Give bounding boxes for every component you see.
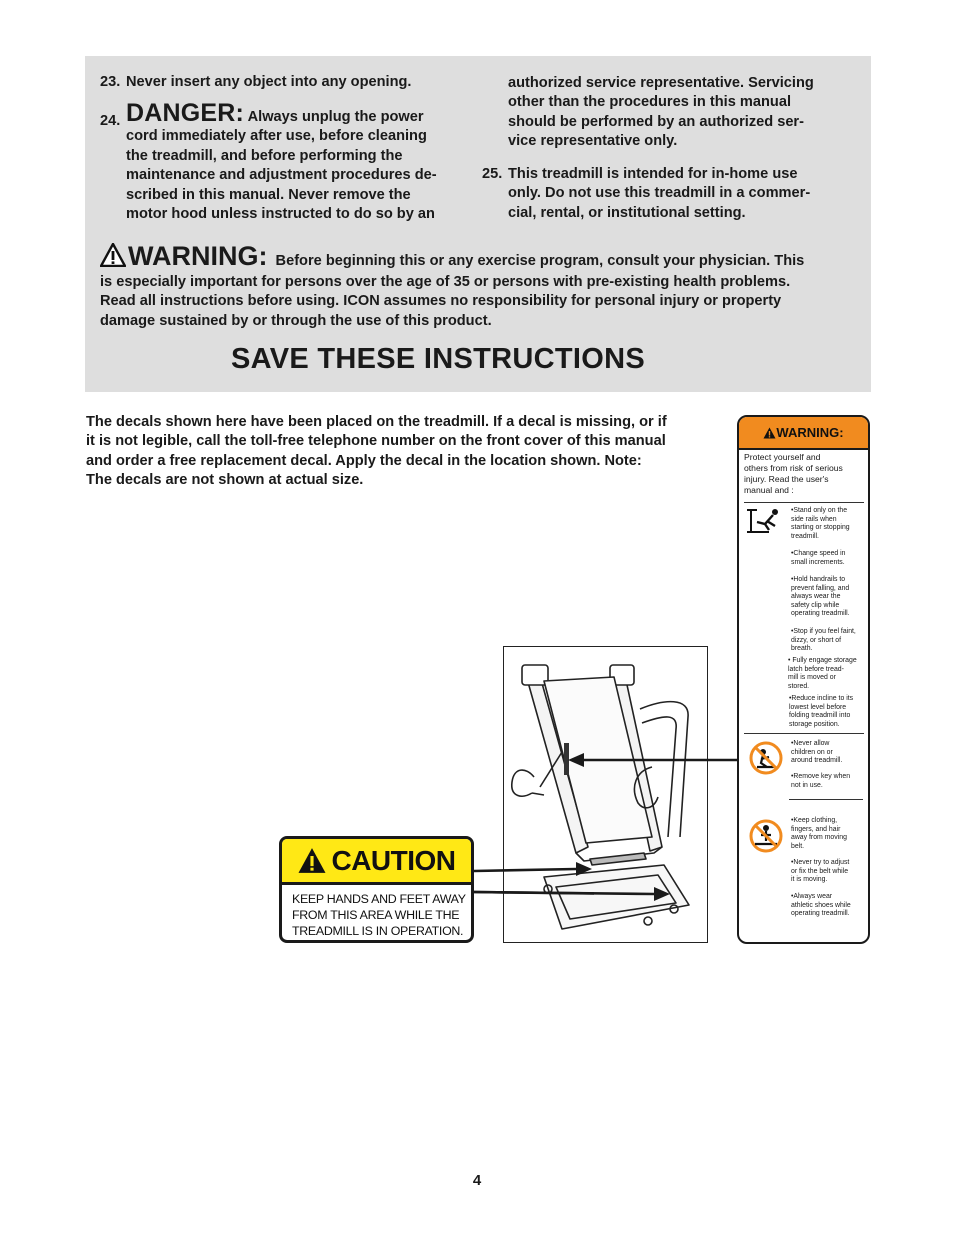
decal-text-line: not in use. [791,781,823,789]
item-text-line: Always unplug the power [247,109,424,125]
decal-text-line: injury. Read the user's [744,474,829,484]
decal-bullet [789,695,869,729]
caution-decal [279,836,474,943]
decal-text-line: athletic shoes while [791,901,851,909]
warning-triangle-icon [763,427,776,439]
decal-text-line: • Fully engage storage [788,657,857,664]
decal-text-line: •Stand only on the [791,507,848,514]
instruction-item-24-continued [482,74,862,152]
decal-bullet [791,859,870,885]
caution-text-line: KEEP HANDS AND FEET AWAY [292,892,466,906]
caution-text-line: FROM THIS AREA WHILE THE [292,908,460,922]
save-instructions-title: SAVE THESE INSTRUCTIONS [230,343,646,375]
item-text-line: the treadmill, and before performing the [126,147,403,164]
decal-text-line: mill is moved or [788,674,836,681]
item-text-line: maintenance and adjustment procedures de- [126,167,437,184]
decal-text-line: storage position. [789,720,840,728]
decal-text-line: children on or [791,748,833,756]
decal-text-line: •Remove key when [791,773,851,780]
item-number: 24. [100,113,121,129]
decal-text-line: away from moving [791,834,847,841]
decal-text-line: manual and : [744,485,794,495]
decal-text-line: belt. [791,842,805,850]
decal-text-line: •Reduce incline to its [789,695,854,702]
instruction-item-25 [482,165,862,223]
no-children-icon [749,741,783,775]
no-entanglement-icon [749,819,783,853]
item-text-line: should be performed by an authorized ser- [508,113,804,130]
item-text-line: only. Do not use this treadmill in a commer- [508,185,811,202]
decal-bullet [791,817,870,851]
decal-text-line: •Never allow [791,740,830,747]
caution-triangle-icon [297,847,327,874]
decal-bullet [791,628,870,654]
warning-decal-title: WARNING: [776,425,844,440]
decal-text-line: operating treadmill. [791,910,850,917]
decal-bullet [791,507,870,541]
decal-text-line: operating treadmill. [791,610,850,617]
caution-decal-header [282,839,471,885]
decal-divider [744,502,864,503]
decal-text-line: •Hold handrails to [791,576,846,583]
caution-title: CAUTION [331,844,456,876]
falling-person-icon [745,506,785,536]
decal-divider [789,799,863,800]
decal-text-line: starting or stopping [791,524,850,531]
item-text-line: vice representative only. [508,133,678,150]
decal-text-line: safety clip while [791,601,840,609]
item-text-line: scribed in this manual. Never remove the [126,186,411,203]
decal-text-line: •Keep clothing, [791,817,838,824]
warning-text-line: Before beginning this or any exercise program, consult your physician. This [275,253,805,269]
caution-body [282,885,471,939]
arrow-to-base [474,884,674,904]
decal-bullet [791,740,870,766]
item-number: 23. [100,74,121,90]
warning-text-line: is especially important for persons over the age of 35 or persons with pre-existing health problems. [100,274,791,291]
decal-text-line: breath. [791,645,813,652]
danger-heading: DANGER: [126,99,245,127]
item-text-line: motor hood unless instructed to do so by an [126,206,435,223]
intro-line: and order a free replacement decal. Apply the decal in the location shown. Note: [86,452,642,469]
decal-text-line: side rails when [791,515,837,523]
decal-text-line: treadmill. [791,532,819,540]
intro-line: The decals are not shown at actual size. [86,472,364,489]
decal-bullet [791,550,870,567]
item-text-line: other than the procedures in this manual [508,94,791,111]
item-text-line: This treadmill is intended for in-home use [508,166,798,182]
decal-bullet [791,576,870,619]
decal-text-line: •Never try to adjust [791,859,850,866]
warning-paragraph [100,243,860,331]
decal-bullet [791,893,870,919]
instruction-item-23 [100,73,480,92]
decal-bullet [788,657,868,691]
warning-heading: WARNING: [128,241,268,271]
caution-text-line: TREADMILL IS IN OPERATION. [292,924,464,938]
decal-text-line: lowest level before [789,703,847,711]
item-number: 25. [482,166,503,182]
warning-triangle-icon [100,243,126,273]
decal-text-line: prevent falling, and [791,584,850,592]
decal-text-line: or fix the belt while [791,867,849,875]
decal-text-line: around treadmill. [791,757,843,764]
item-text: Never insert any object into any opening. [126,74,412,90]
decal-text-line: small increments. [791,558,845,566]
intro-line: it is not legible, call the toll-free telephone number on the front cover of this manual [86,433,666,450]
warning-text-line: Read all instructions before using. ICON assumes no responsibility for personal injury or property [100,293,782,310]
page-number: 4 [472,1172,482,1189]
decal-text-line: latch before tread- [788,665,844,673]
warning-text-line: damage sustained by or through the use of this product. [100,312,492,329]
decal-bullet [791,773,870,790]
warning-decal-intro [744,452,866,496]
decal-text-line: •Change speed in [791,550,846,557]
item-text-line: authorized service representative. Servicing [508,75,814,91]
warning-decal-header [739,417,868,450]
warning-decal [737,415,870,944]
decal-text-line: stored. [788,682,810,690]
intro-line: The decals shown here have been placed on the treadmill. If a decal is missing, or if [86,414,667,430]
decal-text-line: it is moving. [791,876,828,883]
item-text-line: cord immediately after use, before cleaning [126,128,427,145]
decal-text-line: dizzy, or short of [791,636,842,644]
decal-text-line: always wear the [791,593,841,600]
decal-text-line: •Stop if you feel faint, [791,628,856,635]
decal-text-line: fingers, and hair [791,825,841,833]
decal-intro-paragraph [86,413,711,491]
decal-text-line: others from risk of serious [744,463,843,473]
decal-text-line: •Always wear [791,893,833,900]
decal-text-line: Protect yourself and [744,452,821,462]
item-text-line: cial, rental, or institutional setting. [508,204,746,221]
arrow-to-warning-decal [568,751,740,769]
decal-text-line: folding treadmill into [789,712,851,719]
decal-divider [744,733,864,734]
instruction-item-24 [100,99,480,224]
